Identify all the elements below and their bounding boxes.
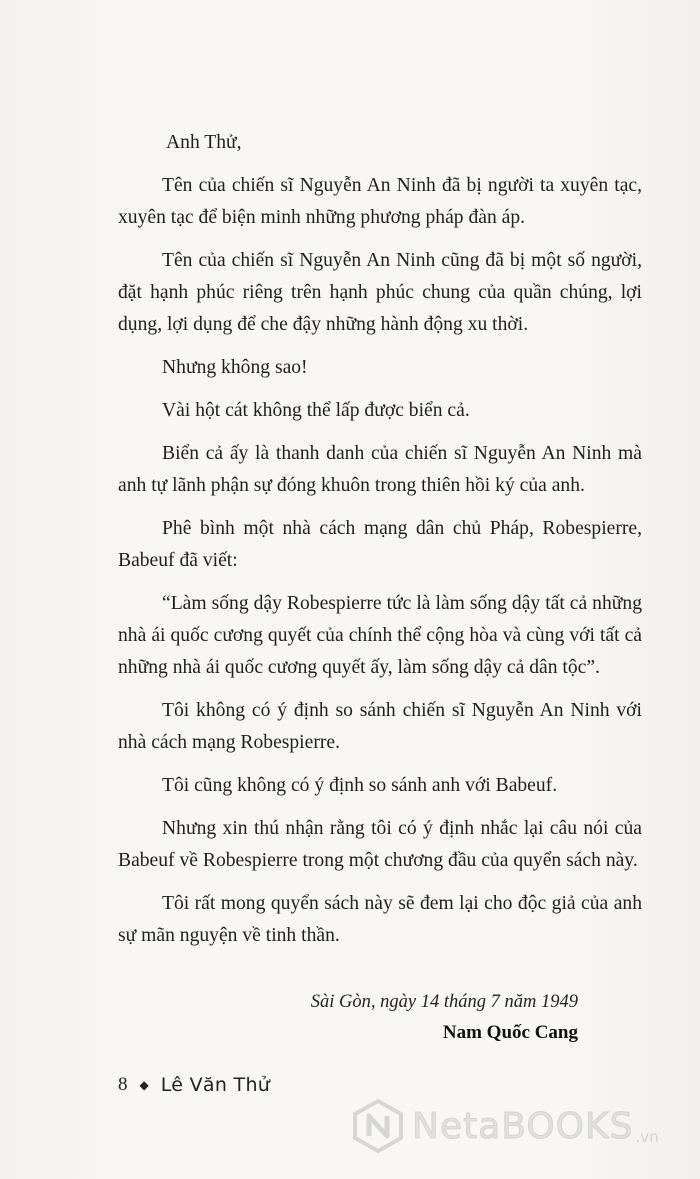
letter-salutation: Anh Thử, [166, 132, 242, 153]
watermark [350, 1098, 659, 1154]
diamond-separator-icon: ◆ [139, 1077, 149, 1092]
letter-date-line: Sài Gòn, ngày 14 tháng 7 năm 1949 [310, 992, 578, 1012]
letter-body [118, 127, 642, 952]
paragraph: Phê bình một nhà cách mạng dân chủ Pháp, Robespierre, Babeuf đã viết: [118, 518, 642, 571]
paragraph: Tôi cũng không có ý định so sánh anh với Babeuf. [162, 775, 558, 796]
running-author: Lê Văn Thử [160, 1074, 271, 1096]
watermark-brand: NetaBOOKS [412, 1105, 634, 1147]
paragraph: Nhưng xin thú nhận rằng tôi có ý định nhắc lại câu nói của Babeuf về Robespierre trong một chương đầu của quyển sách này. [118, 818, 642, 871]
paragraph: Biển cả ấy là thanh danh của chiến sĩ Nguyễn An Ninh mà anh tự lãnh phận sự đóng khuôn trong thiên hồi ký của anh. [118, 443, 642, 496]
paragraph: Tôi không có ý định so sánh chiến sĩ Nguyễn An Ninh với nhà cách mạng Robespierre. [118, 700, 642, 753]
paragraph: Tôi rất mong quyển sách này sẽ đem lại cho độc giả của anh sự mãn nguyện về tinh thần. [118, 893, 642, 946]
watermark-suffix: .vn [635, 1128, 659, 1146]
paragraph: Tên của chiến sĩ Nguyễn An Ninh cũng đã bị một số người, đặt hạnh phúc riêng trên hạnh phúc chung của quần chúng, lợi dụng, lợi dụng để che đậy những hành động xu thời. [118, 250, 642, 335]
paragraph: Vài hột cát không thể lấp được biển cả. [162, 400, 470, 421]
netabooks-logo-icon [350, 1098, 406, 1154]
letter-signature: Nam Quốc Cang [442, 1022, 578, 1043]
quote-paragraph: “Làm sống dậy Robespierre tức là làm sống dậy tất cả những nhà ái quốc cương quyết của chính thể cộng hòa và cùng với tất cả những nhà ái quốc cương quyết ấy, làm sống dậy cả dân tộc”. [118, 593, 642, 678]
page-number: 8 [118, 1074, 128, 1095]
paragraph: Tên của chiến sĩ Nguyễn An Ninh đã bị người ta xuyên tạc, xuyên tạc để biện minh những phương pháp đàn áp. [118, 175, 642, 228]
page-footer [118, 1074, 270, 1096]
paragraph: Nhưng không sao! [162, 357, 308, 378]
